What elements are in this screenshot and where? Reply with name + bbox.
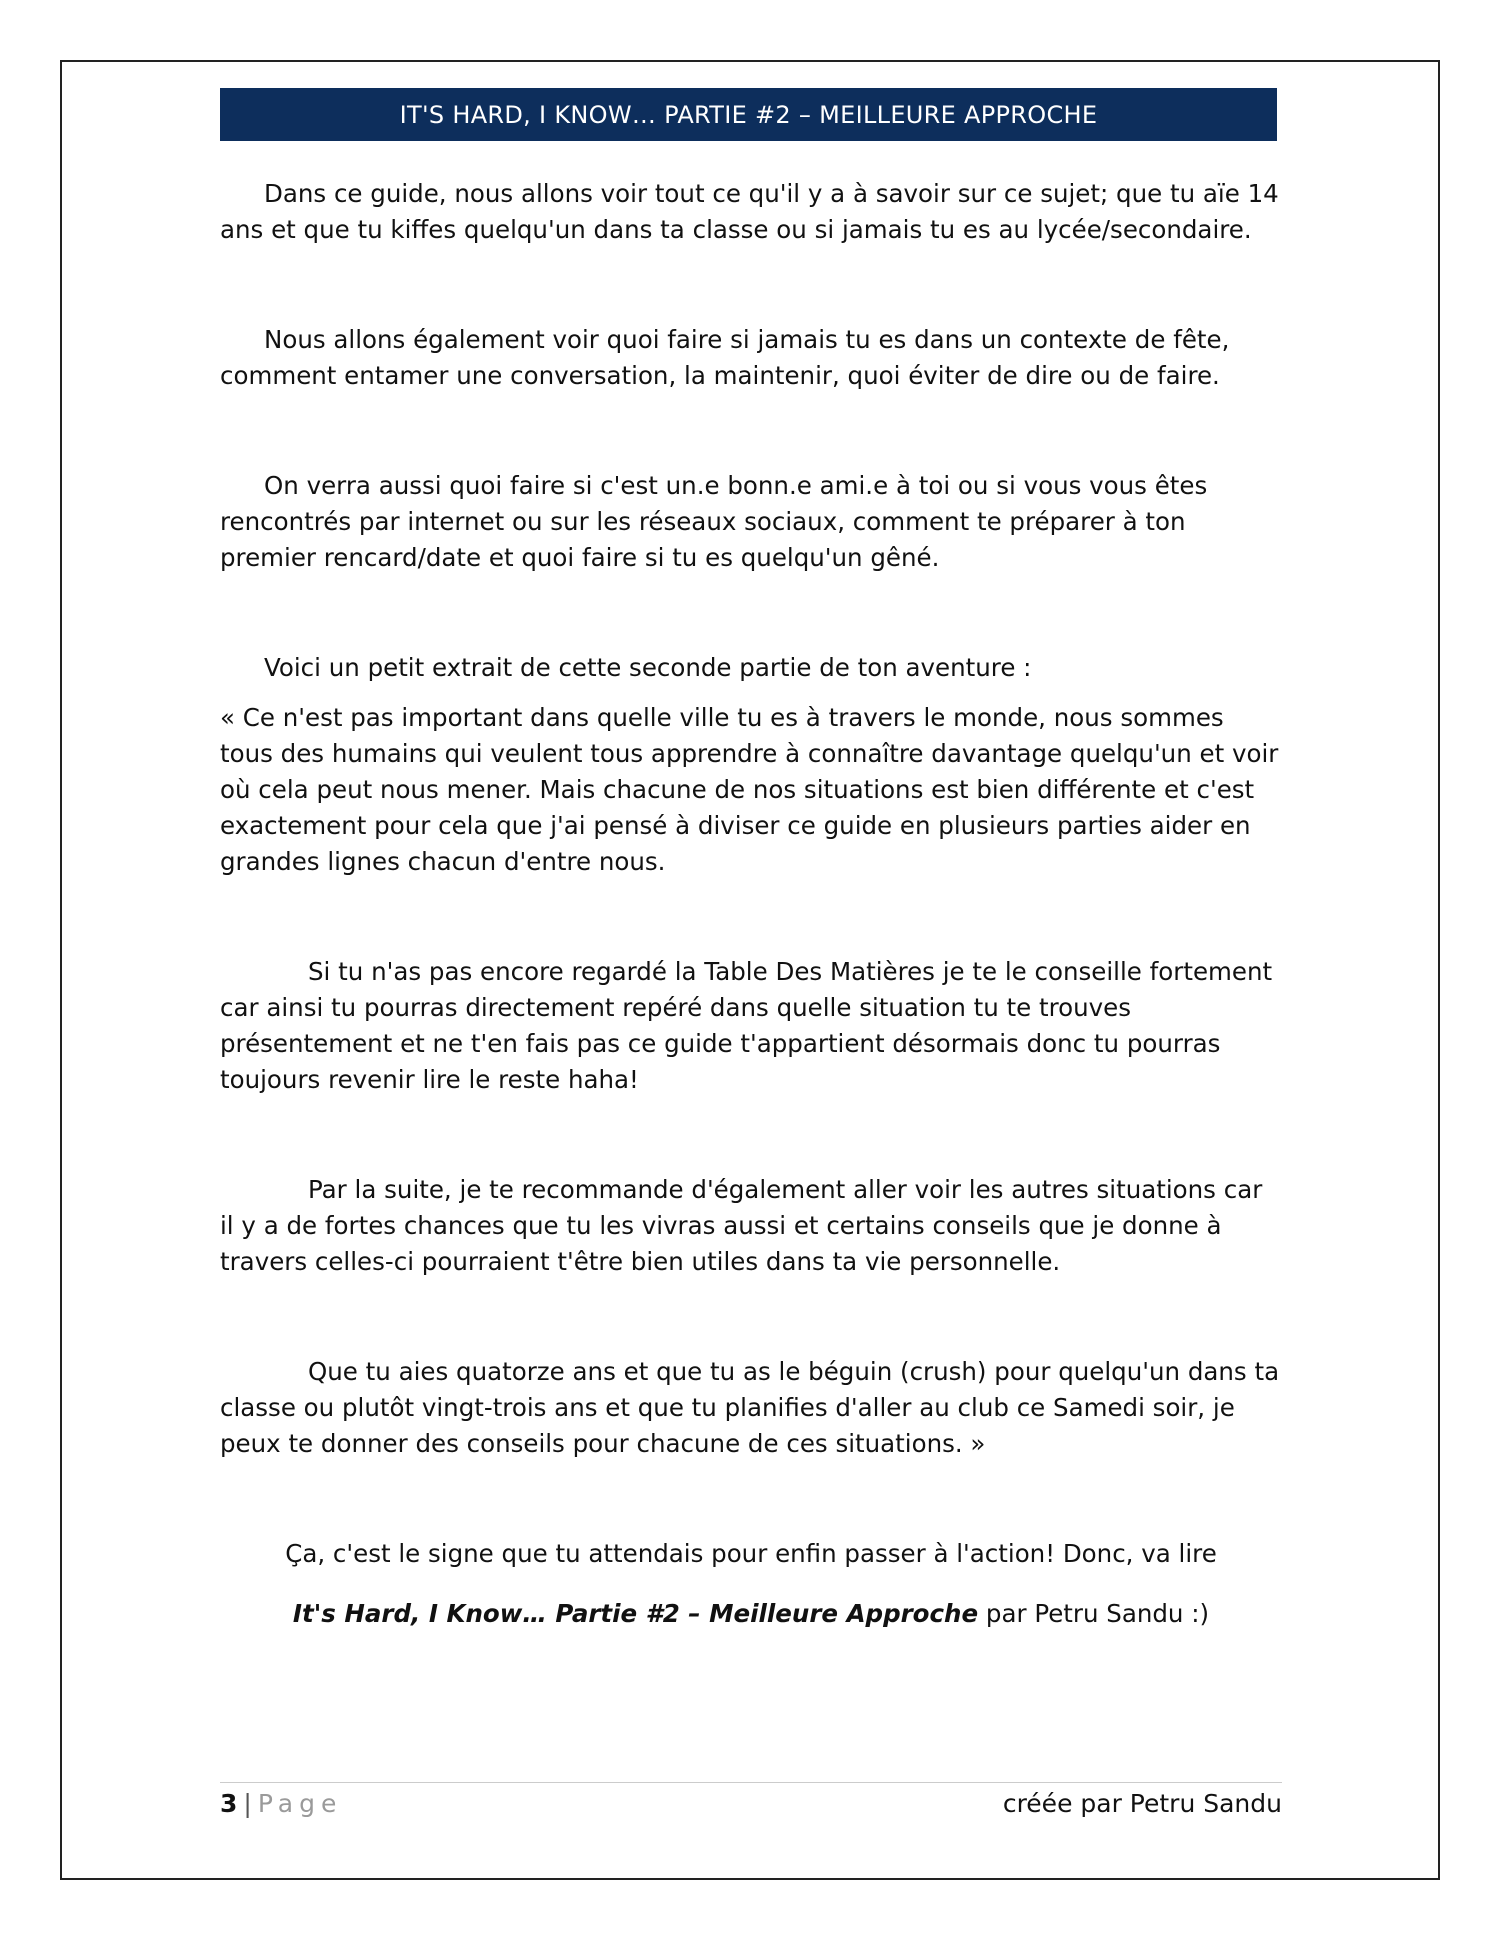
paragraph-quote-3: Par la suite, je te recommande d'également aller voir les autres situations car il y a de fortes chances que tu les vivras aussi et certains conseils que je donne à travers celles-ci pourraient t'être bien utiles dans ta vie personnelle. [220,1175,1263,1276]
book-title-line [220,1596,1282,1632]
header-title: IT'S HARD, I KNOW… PARTIE #2 – MEILLEURE APPROCHE [399,100,1098,129]
document-body [220,176,1282,1632]
footer-divider [220,1782,1282,1783]
page-label: Page [257,1789,343,1818]
page-number: 3 [220,1789,238,1818]
paragraph-quote-4: Que tu aies quatorze ans et que tu as le béguin (crush) pour quelqu'un dans ta classe ou plutôt vingt-trois ans et que tu planifies d'aller au club ce Samedi soir, je peux te donner des conseils pour chacune de ces situations. » [220,1357,1280,1458]
paragraph-party-context: Nous allons également voir quoi faire si jamais tu es dans un contexte de fête, comment entamer une conversation, la maintenir, quoi éviter de dire ou de faire. [220,325,1230,390]
paragraph-quote-1: « Ce n'est pas important dans quelle ville tu es à travers le monde, nous sommes tous des humains qui veulent tous apprendre à connaître davantage quelqu'un et voir où cela peut nous mener. Mais chacune de nos situations est bien différente et c'est exactement pour cela que j'ai pensé à diviser ce guide en plusieurs parties aider en grandes lignes chacun d'entre nous. [220,703,1279,876]
footer-separator: | [243,1789,252,1818]
book-byline: par Petru Sandu :) [978,1599,1210,1628]
paragraph-call-to-action: Ça, c'est le signe que tu attendais pour enfin passer à l'action! Donc, va lire [285,1539,1217,1568]
header-banner [220,88,1277,141]
book-title: It's Hard, I Know… Partie #2 – Meilleure Approche [292,1599,979,1628]
page-footer [220,1786,1282,1822]
paragraph-intro: Dans ce guide, nous allons voir tout ce qu'il y a à savoir sur ce sujet; que tu aïe 14 ans et que tu kiffes quelqu'un dans ta classe ou si jamais tu es au lycée/secondaire. [220,179,1279,244]
paragraph-excerpt-intro: Voici un petit extrait de cette seconde partie de ton aventure : [264,653,1032,682]
paragraph-friend-context: On verra aussi quoi faire si c'est un.e bonn.e ami.e à toi ou si vous vous êtes rencontrés par internet ou sur les réseaux sociaux, comment te préparer à ton premier rencard/date et quoi faire si tu es quelqu'un gêné. [220,471,1208,572]
paragraph-quote-2: Si tu n'as pas encore regardé la Table Des Matières je te le conseille fortement car ainsi tu pourras directement repéré dans quelle situation tu te trouves présentement et ne t'en fais pas ce guide t'appartient désormais donc tu pourras toujours revenir lire le reste haha! [220,957,1273,1094]
footer-credit: créée par Petru Sandu [1002,1789,1282,1818]
